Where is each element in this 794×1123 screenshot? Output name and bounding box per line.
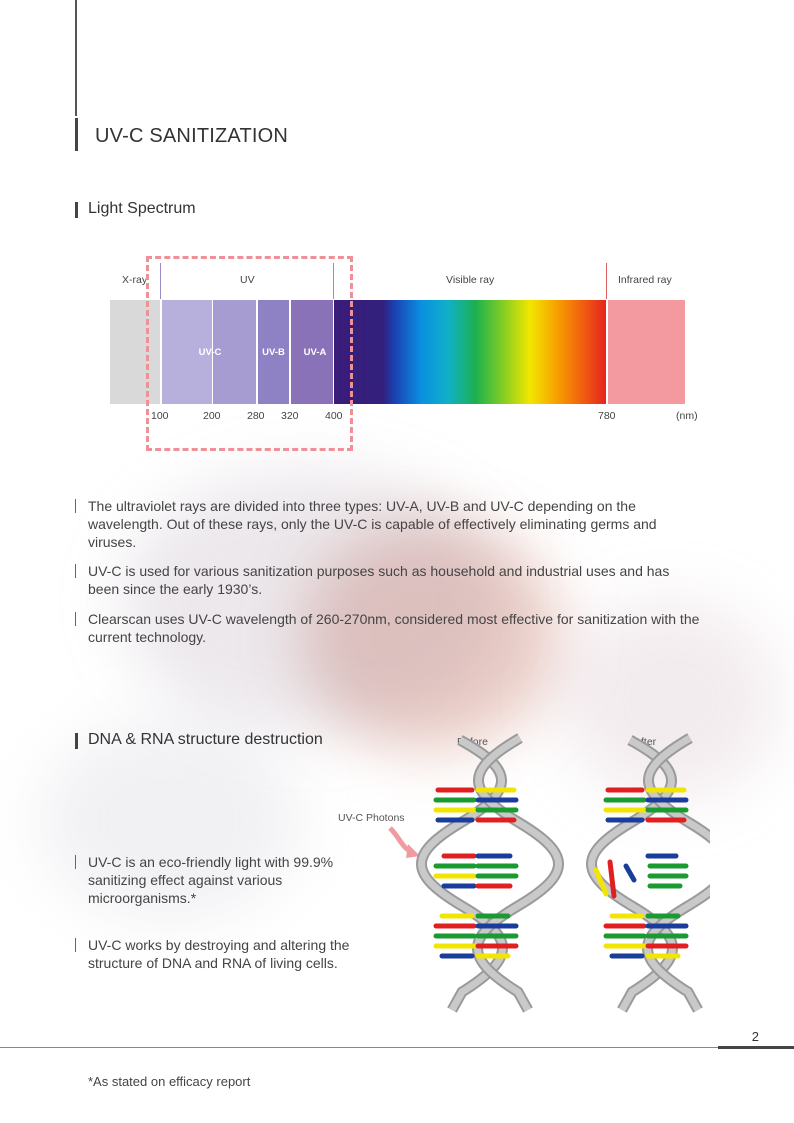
uvc-photons-label: UV-C Photons (338, 812, 405, 824)
dna-point-destroy: UV-C works by destroying and altering the structure of DNA and RNA of living cells. (88, 937, 350, 971)
unit-label: (nm) (676, 410, 698, 422)
spectrum-heading: Light Spectrum (88, 200, 196, 217)
spectrum-diagram (0, 0, 794, 460)
bullet-mark (75, 612, 76, 626)
tick-label: 100 (151, 410, 169, 422)
bullet-mark (75, 499, 76, 513)
section-marker (75, 733, 78, 749)
paragraph-uv-uses: UV-C is used for various sanitization purposes such as household and industrial uses and has been since the early 1930’s. (88, 563, 670, 597)
band-label-visible: Visible ray (446, 274, 495, 286)
band-divider (606, 263, 607, 299)
page-number: 2 (751, 1029, 759, 1044)
band-label-infrared: Infrared ray (618, 274, 672, 286)
dna-heading: DNA & RNA structure destruction (88, 731, 323, 748)
tick-label: 780 (598, 410, 616, 422)
bullet-mark (75, 938, 76, 952)
segment-label-uva: UV-A (303, 347, 327, 358)
tick-label: 400 (325, 410, 343, 422)
dna-after-label: After (634, 736, 657, 748)
band-label-xray: X-ray (122, 274, 148, 286)
dna-illustration (380, 730, 710, 1015)
page-number-rule (718, 1046, 794, 1049)
footer-rule (0, 1047, 718, 1048)
bullet-mark (75, 855, 76, 869)
paragraph-clearscan: Clearscan uses UV-C wavelength of 260-270nm, considered most effective for sanitization with the current technology. (88, 611, 700, 645)
bullet-mark (75, 564, 76, 578)
segment-visible (334, 300, 606, 404)
band-label-uv: UV (240, 274, 255, 286)
dna-after-icon (592, 738, 711, 1010)
tick-label: 200 (203, 410, 221, 422)
dna-point-eco: UV-C is an eco-friendly light with 99.9% sanitizing effect against various microorganisms.* (88, 854, 334, 906)
dna-before-label: Before (457, 736, 488, 748)
photon-arrow-icon (390, 828, 420, 858)
segment-infrared (608, 300, 685, 404)
segment-label-uvc: UV-C (198, 347, 222, 358)
segment-label-uvb: UV-B (262, 347, 285, 358)
dna-before-icon (422, 738, 559, 1010)
tick-label: 280 (247, 410, 265, 422)
tick-label: 320 (281, 410, 299, 422)
paragraph-uv-types: The ultraviolet rays are divided into three types: UV-A, UV-B and UV-C depending on the wavelength. Out of these rays, only the UV-C is capable of effectively eliminating germs and viruses. (88, 498, 657, 550)
footnote: *As stated on efficacy report (88, 1074, 251, 1089)
page-title: UV-C SANITIZATION (95, 125, 289, 147)
